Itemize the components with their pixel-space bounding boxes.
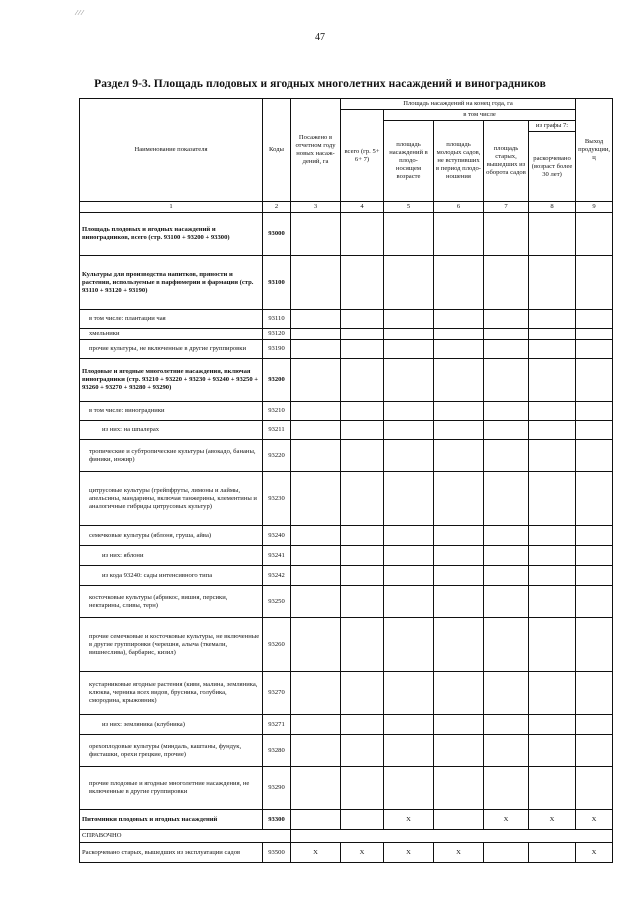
page-number: 47 bbox=[315, 32, 325, 43]
header-including: в том числе bbox=[384, 110, 576, 121]
reference-section bbox=[80, 830, 613, 863]
cell-mark bbox=[291, 359, 341, 402]
cell-mark bbox=[484, 440, 529, 472]
cell-mark bbox=[576, 715, 613, 735]
cell-mark bbox=[434, 329, 484, 340]
row-code: 93200 bbox=[263, 359, 291, 402]
row-name: семечковые культуры (яблоня, груша, айва) bbox=[80, 526, 263, 546]
cell-mark bbox=[484, 586, 529, 618]
cell-mark bbox=[484, 329, 529, 340]
cell-mark bbox=[434, 767, 484, 810]
row-code: 93000 bbox=[263, 213, 291, 256]
cell-mark bbox=[434, 256, 484, 310]
cell-mark bbox=[484, 402, 529, 421]
cell-mark bbox=[341, 672, 384, 715]
cell-mark bbox=[529, 310, 576, 329]
cell-mark bbox=[529, 402, 576, 421]
row-code: 93211 bbox=[263, 421, 291, 440]
reference-title-row bbox=[80, 830, 613, 843]
cell-mark bbox=[434, 618, 484, 672]
cell-mark bbox=[341, 715, 384, 735]
cell-mark bbox=[434, 546, 484, 566]
cell-mark bbox=[384, 329, 434, 340]
cell-mark bbox=[434, 810, 484, 830]
row-name: в том числе: плантации чая bbox=[80, 310, 263, 329]
table-row bbox=[80, 472, 613, 526]
cell-mark bbox=[434, 359, 484, 402]
row-code: 93220 bbox=[263, 440, 291, 472]
cell-mark bbox=[341, 421, 384, 440]
cell-mark bbox=[384, 256, 434, 310]
cell-mark bbox=[434, 735, 484, 767]
cell-mark bbox=[529, 329, 576, 340]
table-row bbox=[80, 566, 613, 586]
cell-mark bbox=[529, 472, 576, 526]
cell-mark bbox=[484, 546, 529, 566]
cell-mark bbox=[529, 359, 576, 402]
cell-mark bbox=[576, 329, 613, 340]
cell-mark bbox=[291, 546, 341, 566]
table-row bbox=[80, 359, 613, 402]
row-code: 93250 bbox=[263, 586, 291, 618]
cell-mark bbox=[341, 329, 384, 340]
cell-mark bbox=[291, 715, 341, 735]
cell-mark bbox=[576, 672, 613, 715]
cell-mark bbox=[576, 472, 613, 526]
cell-mark bbox=[341, 256, 384, 310]
col-number: 1 bbox=[80, 202, 263, 213]
table-row bbox=[80, 810, 613, 830]
cell-mark bbox=[384, 440, 434, 472]
cell-mark bbox=[341, 586, 384, 618]
cell-mark bbox=[576, 213, 613, 256]
cell-mark bbox=[341, 213, 384, 256]
cell-mark bbox=[484, 715, 529, 735]
table-row bbox=[80, 546, 613, 566]
cell-mark bbox=[384, 672, 434, 715]
cell-mark bbox=[341, 810, 384, 830]
row-name: Раскорчевано старых, вышедших из эксплуатации садов bbox=[80, 843, 263, 863]
cell-mark bbox=[529, 767, 576, 810]
cell-mark bbox=[576, 421, 613, 440]
table-row bbox=[80, 213, 613, 256]
cell-mark bbox=[341, 340, 384, 359]
cell-mark bbox=[434, 421, 484, 440]
row-code: 93271 bbox=[263, 715, 291, 735]
cell-mark bbox=[291, 421, 341, 440]
cell-mark bbox=[576, 310, 613, 329]
row-code: 93230 bbox=[263, 472, 291, 526]
table-row bbox=[80, 340, 613, 359]
table-row bbox=[80, 618, 613, 672]
reference-title-blank bbox=[291, 830, 613, 843]
header-uprooted: раскорчевано (возраст более 30 лет) bbox=[529, 132, 576, 202]
cell-mark bbox=[384, 310, 434, 329]
cell-mark bbox=[384, 359, 434, 402]
cell-mark bbox=[291, 213, 341, 256]
row-code: 93500 bbox=[263, 843, 291, 863]
cell-mark bbox=[484, 735, 529, 767]
cell-mark bbox=[484, 359, 529, 402]
cell-mark bbox=[576, 440, 613, 472]
cell-mark bbox=[291, 672, 341, 715]
cell-mark bbox=[529, 715, 576, 735]
cell-mark bbox=[384, 618, 434, 672]
row-name: из них: на шпалерах bbox=[80, 421, 263, 440]
cell-mark: X bbox=[384, 810, 434, 830]
cell-mark bbox=[484, 472, 529, 526]
cell-mark bbox=[341, 767, 384, 810]
cell-mark: X bbox=[291, 843, 341, 863]
col-number: 3 bbox=[291, 202, 341, 213]
cell-mark bbox=[291, 402, 341, 421]
cell-mark bbox=[529, 340, 576, 359]
cell-mark bbox=[529, 256, 576, 310]
cell-mark bbox=[384, 586, 434, 618]
cell-mark bbox=[576, 340, 613, 359]
cell-mark bbox=[529, 526, 576, 546]
cell-mark: X bbox=[484, 810, 529, 830]
header-total: всего (гр. 5+ 6+ 7) bbox=[341, 110, 384, 202]
header-young: площадь молодых садов, не вступивших в период плодо- ношения bbox=[434, 121, 484, 202]
row-code: 93110 bbox=[263, 310, 291, 329]
row-name: прочие культуры, не включенные в другие группировки bbox=[80, 340, 263, 359]
table-row bbox=[80, 329, 613, 340]
row-name: косточковые культуры (абрикос, вишня, персики, нектарины, сливы, терн) bbox=[80, 586, 263, 618]
cell-mark bbox=[484, 421, 529, 440]
row-code: 93241 bbox=[263, 546, 291, 566]
row-name: цитрусовые культуры (грейпфруты, лимоны и лаймы, апельсины, мандарины, включая танжерины, клементины и аналогичные гибриды цитрусовых культур) bbox=[80, 472, 263, 526]
cell-mark bbox=[434, 340, 484, 359]
col-number: 8 bbox=[529, 202, 576, 213]
cell-mark bbox=[434, 672, 484, 715]
cell-mark bbox=[384, 526, 434, 546]
table-row bbox=[80, 256, 613, 310]
row-code: 93290 bbox=[263, 767, 291, 810]
table-row bbox=[80, 402, 613, 421]
row-name: в том числе: виноградники bbox=[80, 402, 263, 421]
row-name: кустарниковые ягодные растения (киви, малина, земляника, клюква, черника всех видов, брусника, голубика, смородина, крыжовник) bbox=[80, 672, 263, 715]
col-number: 5 bbox=[384, 202, 434, 213]
cell-mark bbox=[291, 310, 341, 329]
cell-mark: X bbox=[434, 843, 484, 863]
header-fruiting: площадь насаждений в плодо- носящем возрасте bbox=[384, 121, 434, 202]
row-code: 93190 bbox=[263, 340, 291, 359]
row-code: 93300 bbox=[263, 810, 291, 830]
reference-title: СПРАВОЧНО bbox=[80, 830, 291, 843]
cell-mark bbox=[484, 526, 529, 546]
cell-mark bbox=[576, 546, 613, 566]
cell-mark bbox=[341, 310, 384, 329]
cell-mark bbox=[341, 402, 384, 421]
cell-mark bbox=[529, 566, 576, 586]
cell-mark bbox=[576, 767, 613, 810]
cell-mark bbox=[341, 546, 384, 566]
cell-mark bbox=[576, 618, 613, 672]
cell-mark bbox=[384, 546, 434, 566]
cell-mark bbox=[529, 672, 576, 715]
cell-mark bbox=[341, 618, 384, 672]
row-name: Культуры для производства напитков, пряности и растения, используемые в парфюмерии и фармации (стр. 93110 + 93120 + 93190) bbox=[80, 256, 263, 310]
cell-mark bbox=[576, 566, 613, 586]
cell-mark bbox=[576, 526, 613, 546]
cell-mark: X bbox=[576, 843, 613, 863]
cell-mark bbox=[434, 526, 484, 546]
cell-mark bbox=[484, 213, 529, 256]
cell-mark bbox=[291, 735, 341, 767]
cell-mark bbox=[576, 256, 613, 310]
cell-mark bbox=[576, 402, 613, 421]
cell-mark bbox=[341, 359, 384, 402]
table-row bbox=[80, 526, 613, 546]
cell-mark bbox=[291, 329, 341, 340]
row-code: 93280 bbox=[263, 735, 291, 767]
cell-mark bbox=[484, 767, 529, 810]
row-name: хмельники bbox=[80, 329, 263, 340]
cell-mark bbox=[434, 715, 484, 735]
cell-mark bbox=[341, 472, 384, 526]
row-name: орехоплодовые культуры (миндаль, каштаны, фундук, фисташки, орехи грецкие, прочие) bbox=[80, 735, 263, 767]
cell-mark bbox=[341, 526, 384, 546]
cell-mark bbox=[291, 440, 341, 472]
header-of-col7: из графы 7: bbox=[529, 121, 576, 132]
header-area-group: Площадь насаждений на конец года, га bbox=[341, 99, 576, 110]
cell-mark bbox=[484, 672, 529, 715]
col-number: 9 bbox=[576, 202, 613, 213]
row-name: Площадь плодовых и ягодных насаждений и виноградников, всего (стр. 93100 + 93200 + 93300) bbox=[80, 213, 263, 256]
cell-mark: X bbox=[576, 810, 613, 830]
header-name: Наименование показателя bbox=[80, 99, 263, 202]
row-name: из них: яблони bbox=[80, 546, 263, 566]
cell-mark bbox=[576, 735, 613, 767]
header-code: Коды bbox=[263, 99, 291, 202]
table-body bbox=[80, 213, 613, 830]
cell-mark bbox=[291, 586, 341, 618]
table-row bbox=[80, 440, 613, 472]
row-code: 93260 bbox=[263, 618, 291, 672]
cell-mark bbox=[384, 472, 434, 526]
header-planted: Посажено в отчетном году новых насаж- дений, га bbox=[291, 99, 341, 202]
cell-mark bbox=[434, 213, 484, 256]
cell-mark bbox=[434, 566, 484, 586]
cell-mark: X bbox=[529, 810, 576, 830]
row-name: прочие семечковые и косточковые культуры, не включенные в другие группировки (черешня, алыча (ткемали, вишнеслива), барбарис, кизил) bbox=[80, 618, 263, 672]
cell-mark bbox=[384, 340, 434, 359]
row-name: тропические и субтропические культуры (авокадо, бананы, финики, инжир) bbox=[80, 440, 263, 472]
cell-mark bbox=[434, 586, 484, 618]
row-name: из них: земляника (клубника) bbox=[80, 715, 263, 735]
row-code: 93210 bbox=[263, 402, 291, 421]
cell-mark bbox=[484, 256, 529, 310]
header-output: Выход продукции, ц bbox=[576, 99, 613, 202]
cell-mark bbox=[529, 586, 576, 618]
cell-mark bbox=[291, 566, 341, 586]
reference-row bbox=[80, 843, 613, 863]
cell-mark bbox=[434, 310, 484, 329]
row-code: 93240 bbox=[263, 526, 291, 546]
cell-mark bbox=[529, 440, 576, 472]
row-name: Питомники плодовых и ягодных насаждений bbox=[80, 810, 263, 830]
cell-mark bbox=[291, 618, 341, 672]
table-row bbox=[80, 767, 613, 810]
col-number: 4 bbox=[341, 202, 384, 213]
cell-mark bbox=[529, 618, 576, 672]
cell-mark bbox=[529, 735, 576, 767]
cell-mark bbox=[384, 566, 434, 586]
col-number: 6 bbox=[434, 202, 484, 213]
cell-mark bbox=[291, 472, 341, 526]
section-title: Раздел 9-3. Площадь плодовых и ягодных многолетних насаждений и виноградников bbox=[94, 78, 546, 90]
cell-mark bbox=[384, 735, 434, 767]
table-row bbox=[80, 421, 613, 440]
cell-mark bbox=[576, 359, 613, 402]
table-row bbox=[80, 735, 613, 767]
row-code: 93100 bbox=[263, 256, 291, 310]
cell-mark bbox=[384, 767, 434, 810]
cell-mark bbox=[291, 767, 341, 810]
cell-mark bbox=[434, 402, 484, 421]
column-number-row bbox=[80, 202, 613, 213]
cell-mark bbox=[291, 526, 341, 546]
cell-mark bbox=[484, 340, 529, 359]
table-row bbox=[80, 715, 613, 735]
cell-mark bbox=[484, 618, 529, 672]
table-row bbox=[80, 672, 613, 715]
cell-mark bbox=[529, 546, 576, 566]
cell-mark bbox=[529, 213, 576, 256]
cell-mark bbox=[529, 843, 576, 863]
cell-mark bbox=[384, 402, 434, 421]
table-row bbox=[80, 586, 613, 618]
cell-mark bbox=[341, 566, 384, 586]
cell-mark: X bbox=[384, 843, 434, 863]
row-name: прочие плодовые и ягодные многолетние насаждения, не включенные в другие группировки bbox=[80, 767, 263, 810]
cell-mark bbox=[384, 213, 434, 256]
cell-mark bbox=[576, 586, 613, 618]
row-code: 93120 bbox=[263, 329, 291, 340]
margin-marks: ⁄ ⁄ ⁄ bbox=[76, 9, 84, 17]
cell-mark bbox=[291, 256, 341, 310]
cell-mark bbox=[484, 310, 529, 329]
cell-mark bbox=[291, 340, 341, 359]
cell-mark bbox=[484, 843, 529, 863]
cell-mark bbox=[384, 715, 434, 735]
row-name: из кода 93240: сады интенсивного типа bbox=[80, 566, 263, 586]
cell-mark bbox=[384, 421, 434, 440]
col-number: 7 bbox=[484, 202, 529, 213]
cell-mark bbox=[341, 440, 384, 472]
cell-mark bbox=[484, 566, 529, 586]
table-row bbox=[80, 310, 613, 329]
planting-area-table bbox=[79, 98, 613, 863]
cell-mark bbox=[341, 735, 384, 767]
cell-mark bbox=[529, 421, 576, 440]
row-code: 93242 bbox=[263, 566, 291, 586]
cell-mark bbox=[434, 472, 484, 526]
header-old: площадь старых, вышедших из оборота садов bbox=[484, 121, 529, 202]
cell-mark: X bbox=[341, 843, 384, 863]
row-code: 93270 bbox=[263, 672, 291, 715]
col-number: 2 bbox=[263, 202, 291, 213]
cell-mark bbox=[291, 810, 341, 830]
cell-mark bbox=[434, 440, 484, 472]
row-name: Плодовые и ягодные многолетние насаждения, включая виноградники (стр. 93210 + 93220 + 93230 + 93240 + 93250 + 93260 + 93270 + 93280 + 93290) bbox=[80, 359, 263, 402]
